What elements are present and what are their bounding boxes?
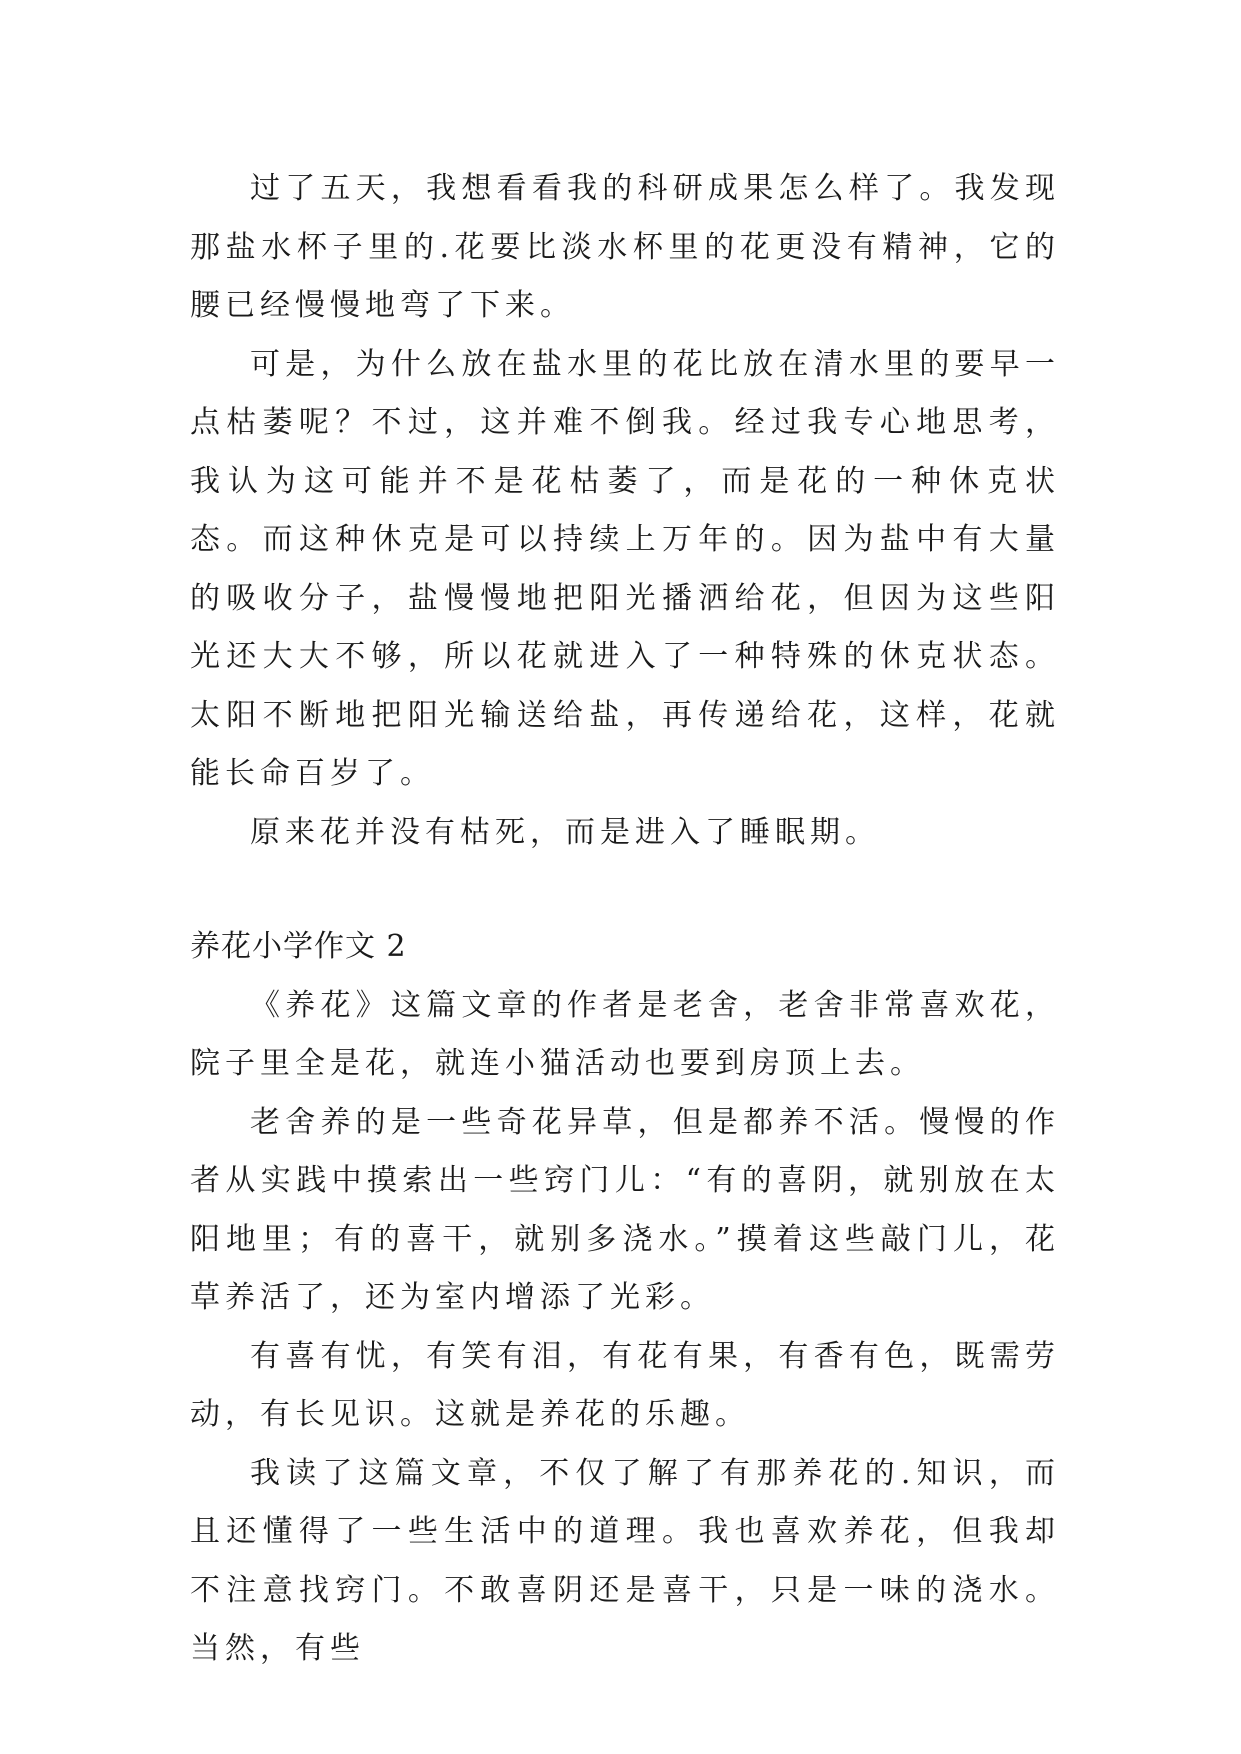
paragraph: 我读了这篇文章，不仅了解了有那养花的.知识，而且还懂得了一些生活中的道理。我也喜欢养花，但我却不注意找窍门。不敢喜阴还是喜干，只是一味的浇水。当然，有些 xyxy=(190,1455,1060,1666)
paragraph: 原来花并没有枯死，而是进入了睡眠期。 xyxy=(250,814,880,850)
paragraph: 有喜有忧，有笑有泪，有花有果，有香有色，既需劳动，有长见识。这就是养花的乐趣。 xyxy=(190,1338,1060,1432)
section-spacer xyxy=(190,862,1060,918)
paragraph: 可是，为什么放在盐水里的花比放在清水里的要早一点枯萎呢？不过，这并难不倒我。经过我专心地思考，我认为这可能并不是花枯萎了，而是花的一种休克状态。而这种休克是可以持续上万年的。因为盐中有大量的吸收分子，盐慢慢地把阳光播洒给花，但因为这些阳光还大大不够，所以花就进入了一种特殊的休克状态。太阳不断地把阳光输送给盐，再传递给花，这样，花就能长命百岁了。 xyxy=(190,346,1060,791)
paragraph: 过了五天，我想看看我的科研成果怎么样了。我发现那盐水杯子里的.花要比淡水杯里的花更没有精神，它的腰已经慢慢地弯了下来。 xyxy=(190,171,1060,323)
paragraph: 老舍养的是一些奇花异草，但是都养不活。慢慢的作者从实践中摸索出一些窍门儿：“有的喜阴，就别放在太阳地里；有的喜干，就别多浇水。”摸着这些敲门儿，花草养活了，还为室内增添了光彩。 xyxy=(190,1104,1060,1315)
section-title: 养花小学作文 2 xyxy=(190,929,407,964)
paragraph: 《养花》这篇文章的作者是老舍，老舍非常喜欢花，院子里全是花，就连小猫活动也要到房顶上去。 xyxy=(190,987,1060,1081)
document-page xyxy=(190,160,1060,1679)
